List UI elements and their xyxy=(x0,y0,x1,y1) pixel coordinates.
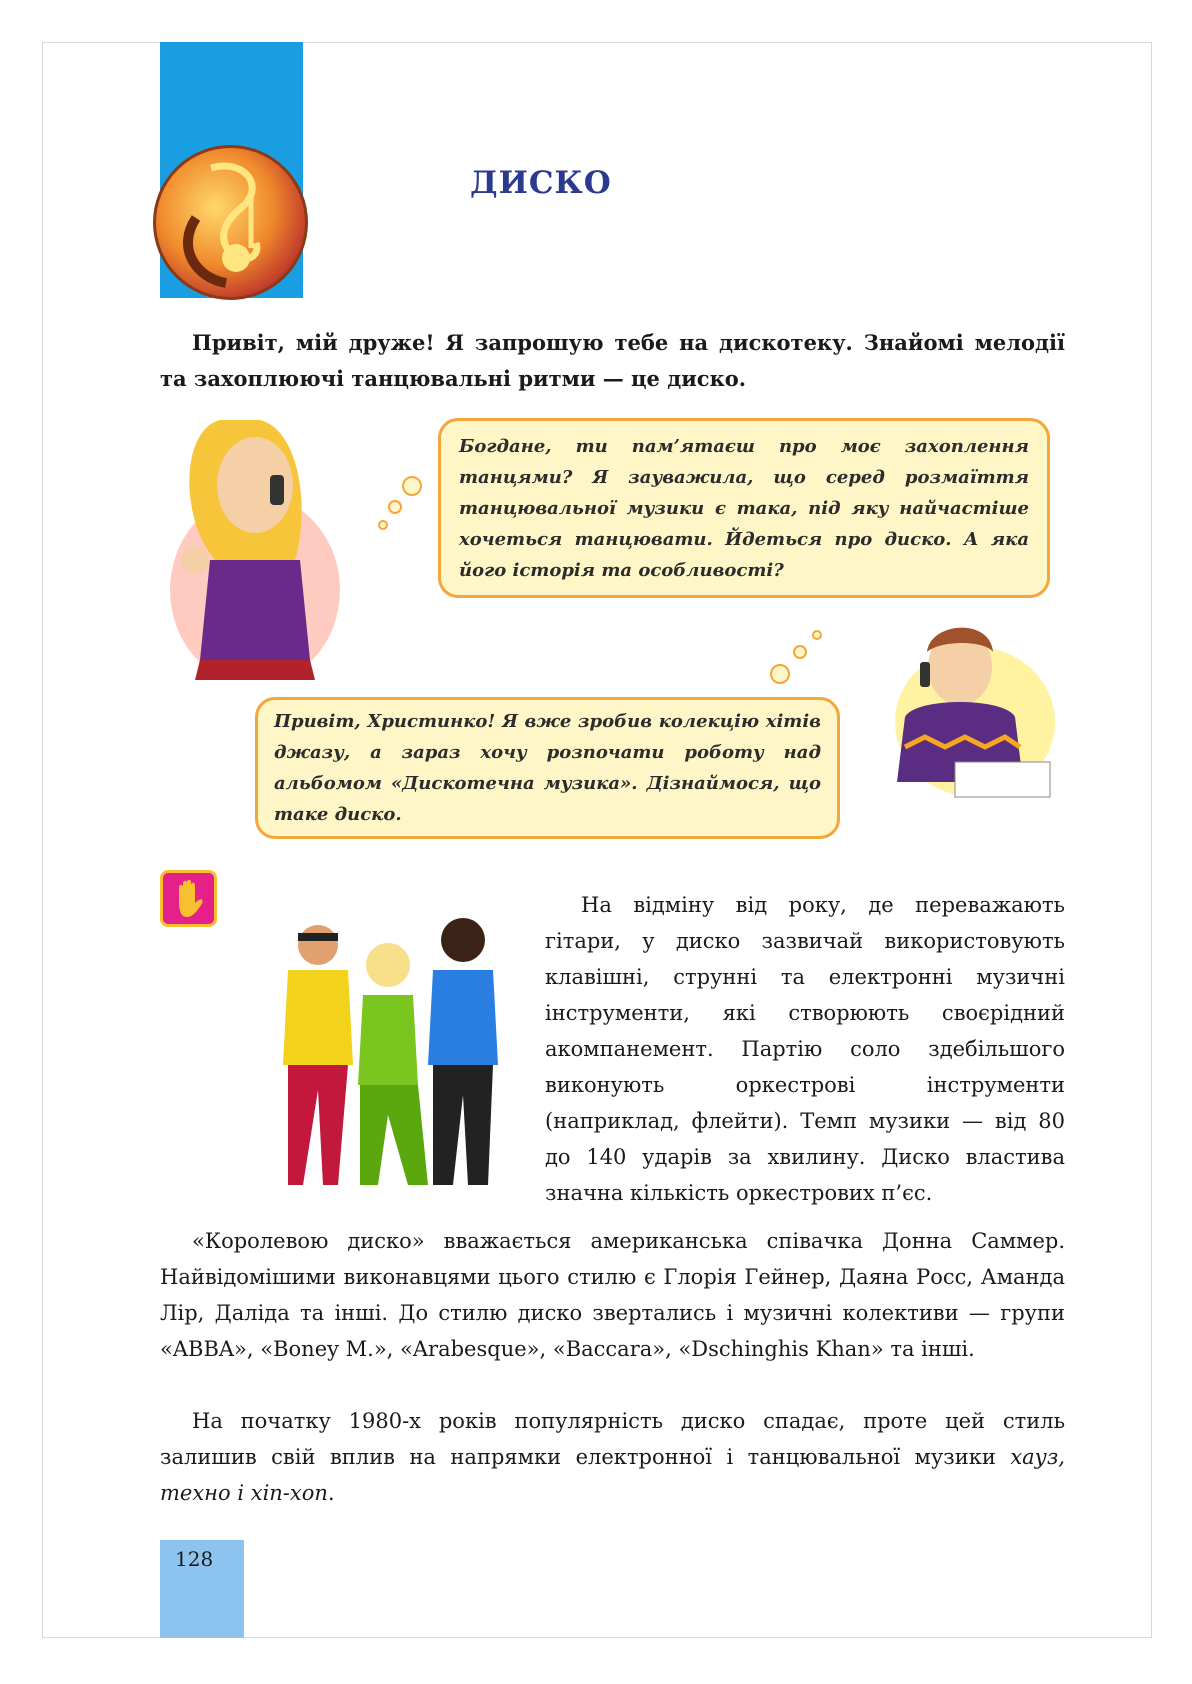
page-number: 128 xyxy=(175,1547,214,1571)
girl-illustration xyxy=(160,410,350,680)
body-paragraph-1: На відміну від року, де переважають гітари, у диско зазвичай використовують клавішні, струнні та електронні музичні інструменти, які створюють своєрідний акомпанемент. Партію соло здебільшого виконують оркестрові інструменти (наприклад, флейти). Темп музики — від 80 до 140 ударів за хвилину. Диско властива значна кількість оркестрових п’єс. xyxy=(545,893,1065,1205)
thought-dot xyxy=(812,630,822,640)
body-paragraph-3-start: На початку 1980-х років популярність диско спадає, проте цей стиль залишив свій вплив на напрямки електронної і танцювальної музики xyxy=(160,1409,1065,1469)
thought-dot xyxy=(378,520,388,530)
body-paragraph-3-end: . xyxy=(327,1481,335,1505)
music-note-emblem-icon xyxy=(153,145,308,300)
thought-dot xyxy=(793,645,807,659)
thought-dot xyxy=(402,476,422,496)
genre-list: хауз, техно і хіп-хоп xyxy=(160,1445,1065,1505)
raised-hand-icon xyxy=(160,870,217,927)
intro-paragraph: Привіт, мій друже! Я запрошую тебе на дискотеку. Знайомі мелодії та захоплюючі танцювальні ритми — це диско. xyxy=(160,330,1065,391)
page-title: ДИСКО xyxy=(470,165,612,201)
girl-speech-bubble: Богдане, ти пам’ятаєш про моє захоплення танцями? Я зауважила, що серед розмаїття танцювальної музики є така, під яку найчастіше хочеться танцювати. Йдеться про диско. А яка його історія та особливості? xyxy=(438,418,1050,598)
disco-dancers-illustration xyxy=(268,915,518,1200)
boy-speech-bubble: Привіт, Христинко! Я вже зробив колекцію хітів джазу, а зараз хочу розпочати роботу над альбомом «Дискотечна музика». Дізнаймося, що таке диско. xyxy=(255,697,840,839)
thought-dot xyxy=(770,664,790,684)
body-paragraph-2: «Королевою диско» вважається американська співачка Донна Саммер. Найвідомішими виконавцями цього стилю є Глорія Гейнер, Даяна Росс, Аманда Лір, Даліда та інші. До стилю диско звертались і музичні колективи — групи «ABBA», «Boney M.», «Arabesque», «Baccara», «Dschinghis Khan» та інші. xyxy=(160,1229,1065,1361)
boy-illustration xyxy=(865,612,1055,802)
thought-dot xyxy=(388,500,402,514)
body-paragraph-3 xyxy=(160,1403,1065,1511)
